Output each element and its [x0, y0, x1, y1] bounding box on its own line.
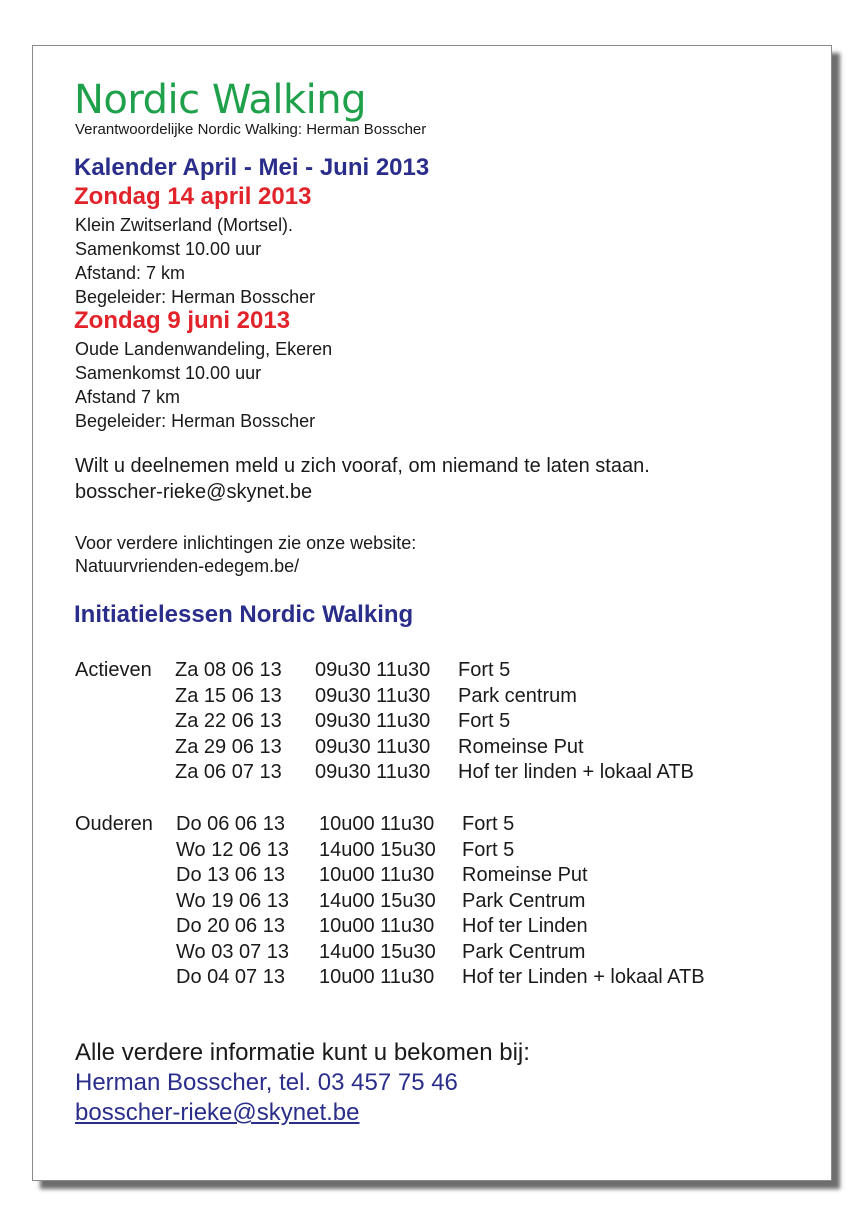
responsible-person: Verantwoordelijke Nordic Walking: Herman Bosscher [75, 121, 427, 138]
schedule-time: 09u30 11u30 [315, 684, 431, 707]
schedule-place: Park Centrum [462, 940, 586, 963]
footer-email-link[interactable]: bosscher-rieke@skynet.be [75, 1099, 360, 1126]
event-1-distance: Afstand: 7 km [75, 263, 186, 283]
schedule-place: Hof ter Linden [462, 915, 588, 937]
footer-contact: Herman Bosscher, tel. 03 457 75 46 [75, 1069, 458, 1096]
schedule-date: Wo 03 07 13 [176, 940, 290, 963]
schedule-date: Wo 19 06 13 [176, 889, 290, 912]
footer-intro: Alle verdere informatie kunt u bekomen bij: [75, 1039, 530, 1066]
schedule-date: Za 08 06 13 [175, 659, 282, 681]
group-label-ouderen: Ouderen [75, 813, 153, 835]
calendar-heading: Kalender April - Mei - Juni 2013 [74, 154, 430, 181]
group-label-actieven: Actieven [75, 659, 152, 681]
event-1-guide: Begeleider: Herman Bosscher [75, 287, 316, 307]
schedule-date: Za 15 06 13 [175, 684, 282, 707]
event-2-meeting-time: Samenkomst 10.00 uur [75, 363, 262, 383]
actieven-schedule [175, 658, 694, 786]
schedule-date: Za 22 06 13 [175, 710, 282, 732]
schedule-time: 09u30 11u30 [315, 761, 431, 783]
website-intro: Voor verdere inlichtingen zie onze website: [75, 533, 417, 553]
schedule-place: Park Centrum [462, 889, 586, 912]
schedule-place: Romeinse Put [458, 735, 584, 758]
schedule-place: Fort 5 [458, 659, 511, 681]
schedule-date: Do 13 06 13 [176, 864, 285, 886]
schedule-date: Za 29 06 13 [175, 735, 282, 758]
page-title: Nordic Walking [74, 77, 366, 123]
schedule-place: Hof ter Linden + lokaal ATB [462, 966, 705, 988]
schedule-time: 14u00 15u30 [319, 889, 436, 912]
schedule-place: Fort 5 [462, 813, 515, 835]
schedule-place: Romeinse Put [462, 864, 588, 886]
schedule-time: 09u30 11u30 [315, 710, 431, 732]
schedule-place: Park centrum [458, 684, 577, 707]
schedule-time: 09u30 11u30 [315, 659, 431, 681]
event-1-meeting-time: Samenkomst 10.00 uur [75, 239, 262, 259]
schedule-date: Do 06 06 13 [176, 813, 285, 835]
schedule-time: 10u00 11u30 [319, 966, 435, 988]
flyer-page [32, 45, 832, 1181]
schedule-place: Fort 5 [458, 710, 511, 732]
schedule-time: 10u00 11u30 [319, 915, 435, 937]
schedule-place: Fort 5 [462, 838, 515, 861]
schedule-date: Wo 12 06 13 [176, 838, 290, 861]
schedule-place: Hof ter linden + lokaal ATB [458, 761, 694, 783]
event-date-2: Zondag 9 juni 2013 [74, 307, 291, 334]
website-url: Natuurvrienden-edegem.be/ [75, 556, 300, 576]
schedule-time: 10u00 11u30 [319, 864, 435, 886]
schedule-date: Za 06 07 13 [175, 761, 282, 783]
schedule-time: 14u00 15u30 [319, 838, 436, 861]
event-1-location: Klein Zwitserland (Mortsel). [75, 215, 294, 235]
event-2-distance: Afstand 7 km [75, 387, 181, 407]
signup-email: bosscher-rieke@skynet.be [75, 481, 313, 503]
initiation-heading: Initiatielessen Nordic Walking [74, 601, 414, 628]
schedule-time: 09u30 11u30 [315, 735, 431, 758]
event-2-location: Oude Landenwandeling, Ekeren [75, 339, 333, 359]
event-date-1: Zondag 14 april 2013 [74, 183, 312, 210]
schedule-date: Do 20 06 13 [176, 915, 285, 937]
ouderen-schedule [176, 812, 705, 991]
signup-text: Wilt u deelnemen meld u zich vooraf, om niemand te laten staan. [75, 455, 650, 477]
event-2-guide: Begeleider: Herman Bosscher [75, 411, 316, 431]
schedule-time: 14u00 15u30 [319, 940, 436, 963]
schedule-date: Do 04 07 13 [176, 966, 285, 988]
schedule-time: 10u00 11u30 [319, 813, 435, 835]
